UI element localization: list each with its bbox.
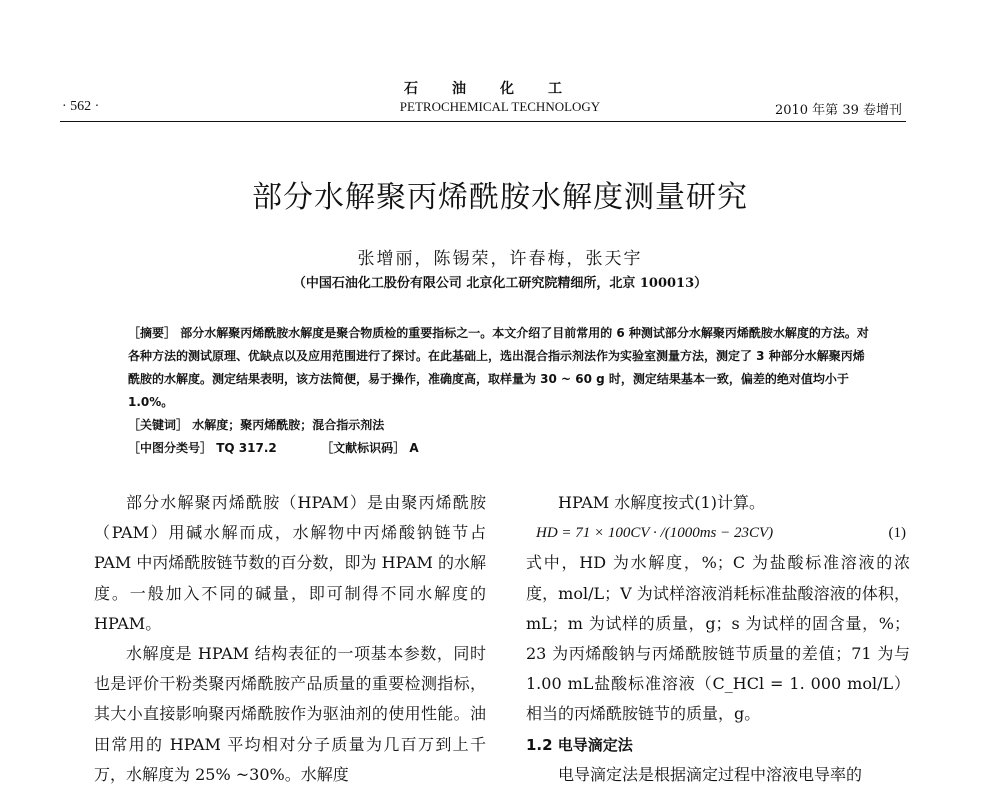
issue-info: 2010 年第 39 卷增刊	[774, 103, 902, 118]
equation-expression: HD = 71 × 100CV · /(1000ms − 23CV)	[536, 525, 774, 542]
doc-code-label: ［文献标识码］	[321, 441, 406, 455]
abstract-label: ［摘要］	[128, 326, 177, 340]
keywords-row	[128, 414, 876, 437]
clc-label: ［中图分类号］	[128, 441, 213, 455]
body-paragraph: 部分水解聚丙烯酰胺（HPAM）是由聚丙烯酰胺（PAM）用碱水解而成，水解物中丙烯酸钠链节占 PAM 中丙烯酰胺链节数的百分数，即为 HPAM 的水解度。一般加入不同的碱量，即可制得不同水解度的 HPAM。	[94, 493, 486, 633]
article-authors: 张增丽，陈锡荣，许春梅，张天宇	[357, 249, 643, 269]
journal-name-cn: 石油化工	[404, 81, 596, 97]
abstract-paragraph	[128, 322, 876, 414]
journal-name-en: PETROCHEMICAL TECHNOLOGY	[399, 99, 601, 114]
article-affiliation: （中国石油化工股份有限公司 北京化工研究院精细所，北京 100013）	[292, 276, 708, 291]
equation-number: (1)	[888, 525, 906, 542]
equation-1	[526, 518, 910, 548]
header-rule	[60, 121, 906, 122]
keywords-label: ［关键词］	[128, 418, 189, 432]
body-column-left	[94, 488, 486, 790]
article-title: 部分水解聚丙烯酰胺水解度测量研究	[252, 180, 748, 215]
body-paragraph: 水解度是 HPAM 结构表征的一项基本参数，同时也是评价干粉类聚丙烯酰胺产品质量的重要检测指标，其大小直接影响聚丙烯酰胺作为驱油剂的使用性能。油田常用的 HPAM 平均相对分子质量为几百万到上千万，水解度为 25% ~30%。水解度	[94, 644, 486, 784]
classification-row	[128, 437, 876, 460]
body-paragraph-cut: 电导滴定法是根据滴定过程中溶液电导率的	[558, 764, 863, 784]
abstract-text: 部分水解聚丙烯酰胺水解度是聚合物质检的重要指标之一。本文介绍了目前常用的 6 种测试部分水解聚丙烯酰胺水解度的方法。对各种方法的测试原理、优缺点以及应用范围进行了探讨。在此基础上，选出混合指示剂法作为实验室测量方法，测定了 3 种部分水解聚丙烯酰胺的水解度。测定结果表明，该方法简便，易于操作，准确度高，取样量为 30 ~ 60 g 时，测定结果基本一致，偏差的绝对值均小于 1.0%。	[128, 326, 869, 409]
formula-intro: HPAM 水解度按式(1)计算。	[558, 493, 765, 512]
doc-code: A	[409, 441, 419, 455]
clc-code: TQ 317.2	[216, 441, 277, 455]
body-column-right	[526, 488, 910, 790]
abstract-block	[128, 322, 876, 460]
page-number: · 562 ·	[62, 99, 100, 114]
variable-explanation: 式中，HD 为水解度，%；C 为盐酸标准溶液的浓度，mol/L；V 为试样溶液消耗标准盐酸溶液的体积，mL；m 为试样的质量，g；s 为试样的固含量，%；23 为丙烯酸钠与丙烯酰胺链节质量的差值；71 为与 1.00 mL盐酸标准溶液（C_HCl = 1. 000 mol/L）相当的丙烯酰胺链节的质量，g。	[526, 553, 910, 724]
keywords-text: 水解度；聚丙烯酰胺；混合指示剂法	[192, 418, 385, 432]
section-heading: 1.2 电导滴定法	[526, 735, 633, 754]
